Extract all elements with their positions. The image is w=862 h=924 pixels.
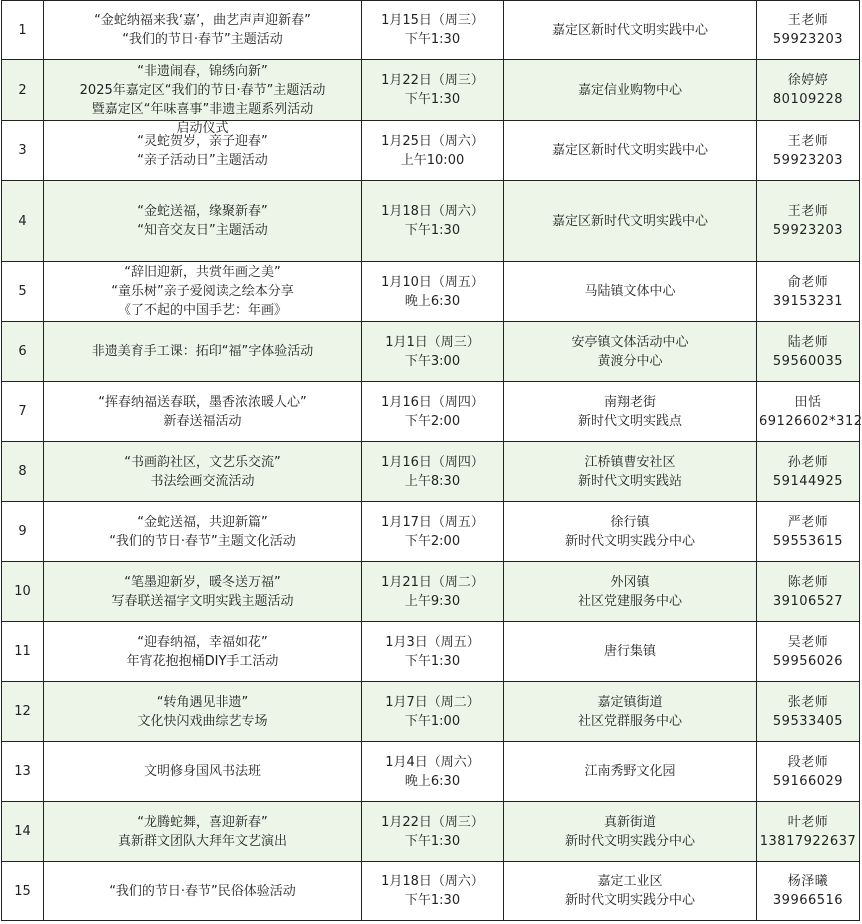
activity-time-cell — [362, 181, 504, 262]
activity-contact-line: 59956026 — [772, 653, 844, 669]
activity-name-cell — [44, 1, 362, 60]
activity-time-line: 下午1:00 — [404, 713, 461, 729]
activity-contact-line: 59923203 — [772, 223, 844, 238]
activity-location-line: 嘉定区新时代文明实践中心 — [551, 143, 708, 158]
activity-contact-cell — [757, 121, 860, 181]
activity-name-line: 新春送福活动 — [163, 413, 242, 429]
activity-name-cell — [44, 802, 362, 862]
activity-contact-line: 杨泽曦 — [787, 874, 829, 889]
table-row — [2, 562, 860, 622]
activity-time-cell — [362, 742, 504, 802]
activity-location-cell — [504, 181, 757, 262]
activity-name-line: “灵蛇贺岁，亲子迎春” — [137, 133, 268, 149]
activity-time-line: 1月1日（周三） — [385, 334, 480, 350]
table-row — [2, 802, 860, 862]
activity-time-line: 下午1:30 — [404, 92, 461, 107]
activity-name-cell — [44, 322, 362, 382]
row-number-cell: 1 — [2, 1, 44, 60]
activity-time-line: 下午1:30 — [404, 653, 461, 669]
activity-contact-line: 段老师 — [787, 754, 829, 770]
table-row — [2, 181, 860, 262]
activity-name-line: 真新群文团队大拜年文艺演出 — [117, 833, 287, 849]
activity-location-line: 真新街道 — [603, 814, 656, 830]
table-row — [2, 382, 860, 442]
activity-location-line: 社区党建服务中心 — [577, 593, 682, 609]
activity-time-cell — [362, 322, 504, 382]
row-number-cell: 9 — [2, 502, 44, 562]
activity-contact-line: 陆老师 — [787, 334, 829, 350]
activity-contact-line: 王老师 — [787, 133, 829, 149]
activity-name-line: 文明修身国风书法班 — [143, 764, 261, 779]
row-number-cell: 6 — [2, 322, 44, 382]
table-row — [2, 862, 860, 921]
activity-name-line: “我们的节日·春节”民俗体验活动 — [109, 883, 296, 899]
activity-name-cell — [44, 682, 362, 742]
activity-name-line: “挥春纳福送春联，墨香浓浓暖人心” — [98, 394, 307, 410]
activity-time-line: 1月16日（周四） — [381, 394, 484, 410]
activity-location-line: 安亭镇文体活动中心 — [571, 334, 689, 350]
activity-contact-line: 39106527 — [772, 593, 844, 609]
activity-time-line: 1月25日（周六） — [381, 133, 484, 149]
row-number-cell: 7 — [2, 382, 44, 442]
activity-time-line: 下午2:00 — [404, 533, 461, 549]
activity-name-line: “迎春纳福，幸福如花” — [137, 634, 268, 650]
activity-contact-line: 王老师 — [787, 13, 829, 28]
events-table — [1, 0, 860, 921]
activity-location-line: 江南秀野文化园 — [584, 764, 676, 779]
activity-contact-line: 徐婷婷 — [787, 73, 829, 88]
activity-time-line: 1月15日（周三） — [381, 13, 484, 28]
activity-location-cell — [504, 60, 757, 121]
activity-name-line: 文化快闪戏曲综艺专场 — [137, 713, 268, 729]
activity-contact-line: 13817922637 — [759, 833, 857, 849]
activity-contact-cell — [757, 262, 860, 322]
activity-location-line: 社区党群服务中心 — [577, 713, 682, 729]
activity-contact-cell — [757, 181, 860, 262]
activity-location-line: 南翔老街 — [603, 394, 656, 410]
activity-time-line: 1月21日（周二） — [381, 574, 484, 590]
activity-time-cell — [362, 562, 504, 622]
activity-location-line: 江桥镇曹安社区 — [584, 454, 676, 470]
activity-contact-line: 张老师 — [787, 694, 829, 710]
table-row — [2, 262, 860, 322]
activity-name-cell — [44, 181, 362, 262]
table-row — [2, 1, 860, 60]
activity-name-cell — [44, 562, 362, 622]
activity-name-line: 《了不起的中国手艺：年画》 — [117, 303, 287, 318]
row-number-cell: 2 — [2, 60, 44, 121]
activity-location-line: 黄渡分中心 — [597, 353, 663, 369]
activity-name-line: 年宵花抱抱桶DIY手工活动 — [126, 653, 279, 669]
activity-location-cell — [504, 502, 757, 562]
activity-time-line: 1月18日（周六） — [381, 874, 484, 889]
table-row — [2, 502, 860, 562]
events-table-body — [2, 1, 860, 921]
table-row — [2, 682, 860, 742]
activity-contact-cell — [757, 442, 860, 502]
activity-location-cell — [504, 382, 757, 442]
activity-location-cell — [504, 121, 757, 181]
activity-name-cell — [44, 502, 362, 562]
activity-name-line: 写春联送福字文明实践主题活动 — [111, 593, 294, 609]
activity-name-cell — [44, 742, 362, 802]
activity-contact-cell — [757, 622, 860, 682]
activity-name-line: “我们的节日·春节”主题文化活动 — [109, 533, 296, 549]
activity-time-line: 1月4日（周六） — [385, 754, 480, 770]
activity-name-line: “金蛇送福，共迎新篇” — [137, 514, 268, 530]
activity-contact-cell — [757, 502, 860, 562]
activity-location-cell — [504, 442, 757, 502]
activity-name-line: “亲子活动日”主题活动 — [137, 152, 268, 168]
activity-time-cell — [362, 382, 504, 442]
activity-time-line: 1月22日（周三） — [381, 814, 484, 830]
activity-contact-cell — [757, 742, 860, 802]
activity-time-cell — [362, 862, 504, 921]
activity-contact-cell — [757, 60, 860, 121]
activity-location-line: 嘉定工业区 — [597, 874, 663, 889]
activity-contact-line: 孙老师 — [787, 454, 829, 470]
activity-time-line: 1月3日（周五） — [385, 634, 480, 650]
activity-name-line: 启动仪式 — [176, 121, 229, 136]
activity-location-line: 嘉定区新时代文明实践中心 — [551, 22, 708, 38]
activity-time-line: 下午2:00 — [404, 413, 461, 429]
activity-name-line: “金蛇纳福来我‘嘉’，曲艺声声迎新春” — [94, 13, 311, 28]
activity-name-line: “非遗闹春，锦绣向新” — [137, 64, 268, 79]
activity-name-line: “龙腾蛇舞，喜迎新春” — [137, 814, 268, 830]
activity-location-line: 新时代文明实践站 — [577, 473, 682, 489]
activity-name-line: “转角遇见非遗” — [156, 694, 249, 710]
row-number-cell: 3 — [2, 121, 44, 181]
activity-time-line: 1月16日（周四） — [381, 454, 484, 470]
activity-name-line: “知音交友日”主题活动 — [137, 223, 268, 238]
activity-name-cell — [44, 262, 362, 322]
activity-contact-line: 59166029 — [772, 773, 844, 789]
activity-contact-line: 80109228 — [772, 92, 844, 107]
activity-location-cell — [504, 682, 757, 742]
activity-time-line: 1月7日（周二） — [385, 694, 480, 710]
activity-name-line: “笔墨迎新岁，暖冬送万福” — [124, 574, 281, 590]
activity-contact-cell — [757, 322, 860, 382]
activity-location-cell — [504, 802, 757, 862]
activity-name-line: “童乐树”亲子爱阅读之绘本分享 — [111, 284, 294, 299]
activity-location-line: 新时代文明实践分中心 — [564, 533, 695, 549]
activity-contact-line: 吴老师 — [787, 634, 829, 650]
activity-location-cell — [504, 1, 757, 60]
activity-contact-line: 59923203 — [772, 152, 844, 168]
row-number-cell: 14 — [2, 802, 44, 862]
activity-time-line: 下午1:30 — [404, 893, 461, 908]
activity-time-cell — [362, 442, 504, 502]
activity-location-line: 新时代文明实践分中心 — [564, 893, 695, 908]
activity-location-line: 嘉定区新时代文明实践中心 — [551, 213, 708, 229]
activity-contact-line: 田恬 — [794, 394, 822, 410]
activity-location-cell — [504, 322, 757, 382]
activity-time-line: 1月22日（周三） — [381, 73, 484, 88]
activity-contact-line: 39153231 — [772, 293, 844, 309]
activity-contact-line: 59533405 — [772, 713, 844, 729]
activity-name-line: “辞旧迎新，共赏年画之美” — [124, 265, 281, 280]
activity-contact-line: 俞老师 — [787, 274, 829, 290]
activity-name-line: 暨嘉定区“年味喜事”非遗主题系列活动 — [91, 102, 314, 117]
activity-contact-cell — [757, 862, 860, 921]
activity-time-line: 上午8:30 — [404, 473, 461, 489]
activity-name-line: 非遗美育手工课：拓印“福”字体验活动 — [91, 344, 314, 359]
activity-name-line: “我们的节日·春节”主题活动 — [122, 32, 283, 47]
activity-contact-line: 王老师 — [787, 204, 829, 219]
table-row — [2, 121, 860, 181]
activity-location-line: 新时代文明实践分中心 — [564, 833, 695, 849]
activity-name-cell — [44, 622, 362, 682]
activity-location-cell — [504, 742, 757, 802]
activity-name-line: 2025年嘉定区“我们的节日·春节”主题活动 — [79, 83, 326, 98]
activity-contact-cell — [757, 382, 860, 442]
activity-time-line: 下午3:00 — [404, 353, 461, 369]
activity-time-cell — [362, 622, 504, 682]
activity-location-line: 嘉定信业购物中心 — [577, 82, 682, 98]
activity-time-line: 下午1:30 — [404, 223, 461, 238]
table-row — [2, 60, 860, 121]
activity-location-cell — [504, 862, 757, 921]
activity-name-cell — [44, 862, 362, 921]
activity-time-cell — [362, 502, 504, 562]
activity-contact-cell — [757, 802, 860, 862]
row-number-cell: 15 — [2, 862, 44, 921]
table-row — [2, 742, 860, 802]
activity-contact-line: 59553615 — [772, 533, 844, 549]
activity-time-cell — [362, 262, 504, 322]
activity-name-cell — [44, 382, 362, 442]
activity-contact-line: 59923203 — [772, 32, 844, 47]
activity-contact-line: 39966516 — [772, 893, 844, 908]
activity-location-line: 嘉定镇街道 — [597, 694, 663, 710]
activity-location-line: 徐行镇 — [610, 514, 650, 530]
activity-time-line: 晚上6:30 — [404, 293, 461, 309]
row-number-cell: 5 — [2, 262, 44, 322]
activity-contact-line: 59144925 — [772, 473, 844, 489]
row-number-cell: 8 — [2, 442, 44, 502]
activity-name-line: “书画韵社区，文艺乐交流” — [124, 454, 281, 470]
activity-contact-line: 陈老师 — [787, 574, 829, 590]
row-number-cell: 4 — [2, 181, 44, 262]
row-number-cell: 13 — [2, 742, 44, 802]
activity-name-line: “金蛇送福，缘聚新春” — [137, 204, 268, 219]
activity-location-cell — [504, 262, 757, 322]
activity-time-line: 上午9:30 — [404, 593, 461, 609]
activity-time-cell — [362, 802, 504, 862]
activity-contact-cell — [757, 682, 860, 742]
activity-time-line: 下午1:30 — [404, 32, 461, 47]
activity-time-line: 1月18日（周六） — [381, 204, 484, 219]
activity-location-line: 马陆镇文体中心 — [584, 284, 676, 299]
activity-contact-line: 59560035 — [772, 353, 844, 369]
table-row — [2, 322, 860, 382]
table-row — [2, 622, 860, 682]
activity-time-cell — [362, 1, 504, 60]
row-number-cell: 10 — [2, 562, 44, 622]
activity-time-cell — [362, 60, 504, 121]
activity-location-cell — [504, 562, 757, 622]
activity-location-line: 新时代文明实践点 — [577, 413, 682, 429]
activity-contact-line: 严老师 — [787, 514, 829, 530]
activity-time-line: 上午10:00 — [400, 152, 465, 168]
activity-location-cell — [504, 622, 757, 682]
activity-name-cell — [44, 60, 362, 136]
table-row — [2, 442, 860, 502]
activity-time-line: 1月17日（周五） — [381, 514, 484, 530]
activity-time-line: 1月10日（周五） — [381, 274, 484, 290]
activity-time-line: 晚上6:30 — [404, 773, 461, 789]
activity-name-cell — [44, 442, 362, 502]
activity-time-cell — [362, 682, 504, 742]
activity-location-line: 唐行集镇 — [603, 644, 656, 659]
activity-contact-line: 叶老师 — [787, 814, 829, 830]
activity-contact-cell — [757, 1, 860, 60]
activity-contact-cell — [757, 562, 860, 622]
activity-time-cell — [362, 121, 504, 181]
activity-contact-line: 69126602*312 — [759, 413, 862, 429]
activity-location-line: 外冈镇 — [610, 574, 650, 590]
row-number-cell: 11 — [2, 622, 44, 682]
row-number-cell: 12 — [2, 682, 44, 742]
activity-name-line: 书法绘画交流活动 — [150, 473, 255, 489]
activity-time-line: 下午1:30 — [404, 833, 461, 849]
